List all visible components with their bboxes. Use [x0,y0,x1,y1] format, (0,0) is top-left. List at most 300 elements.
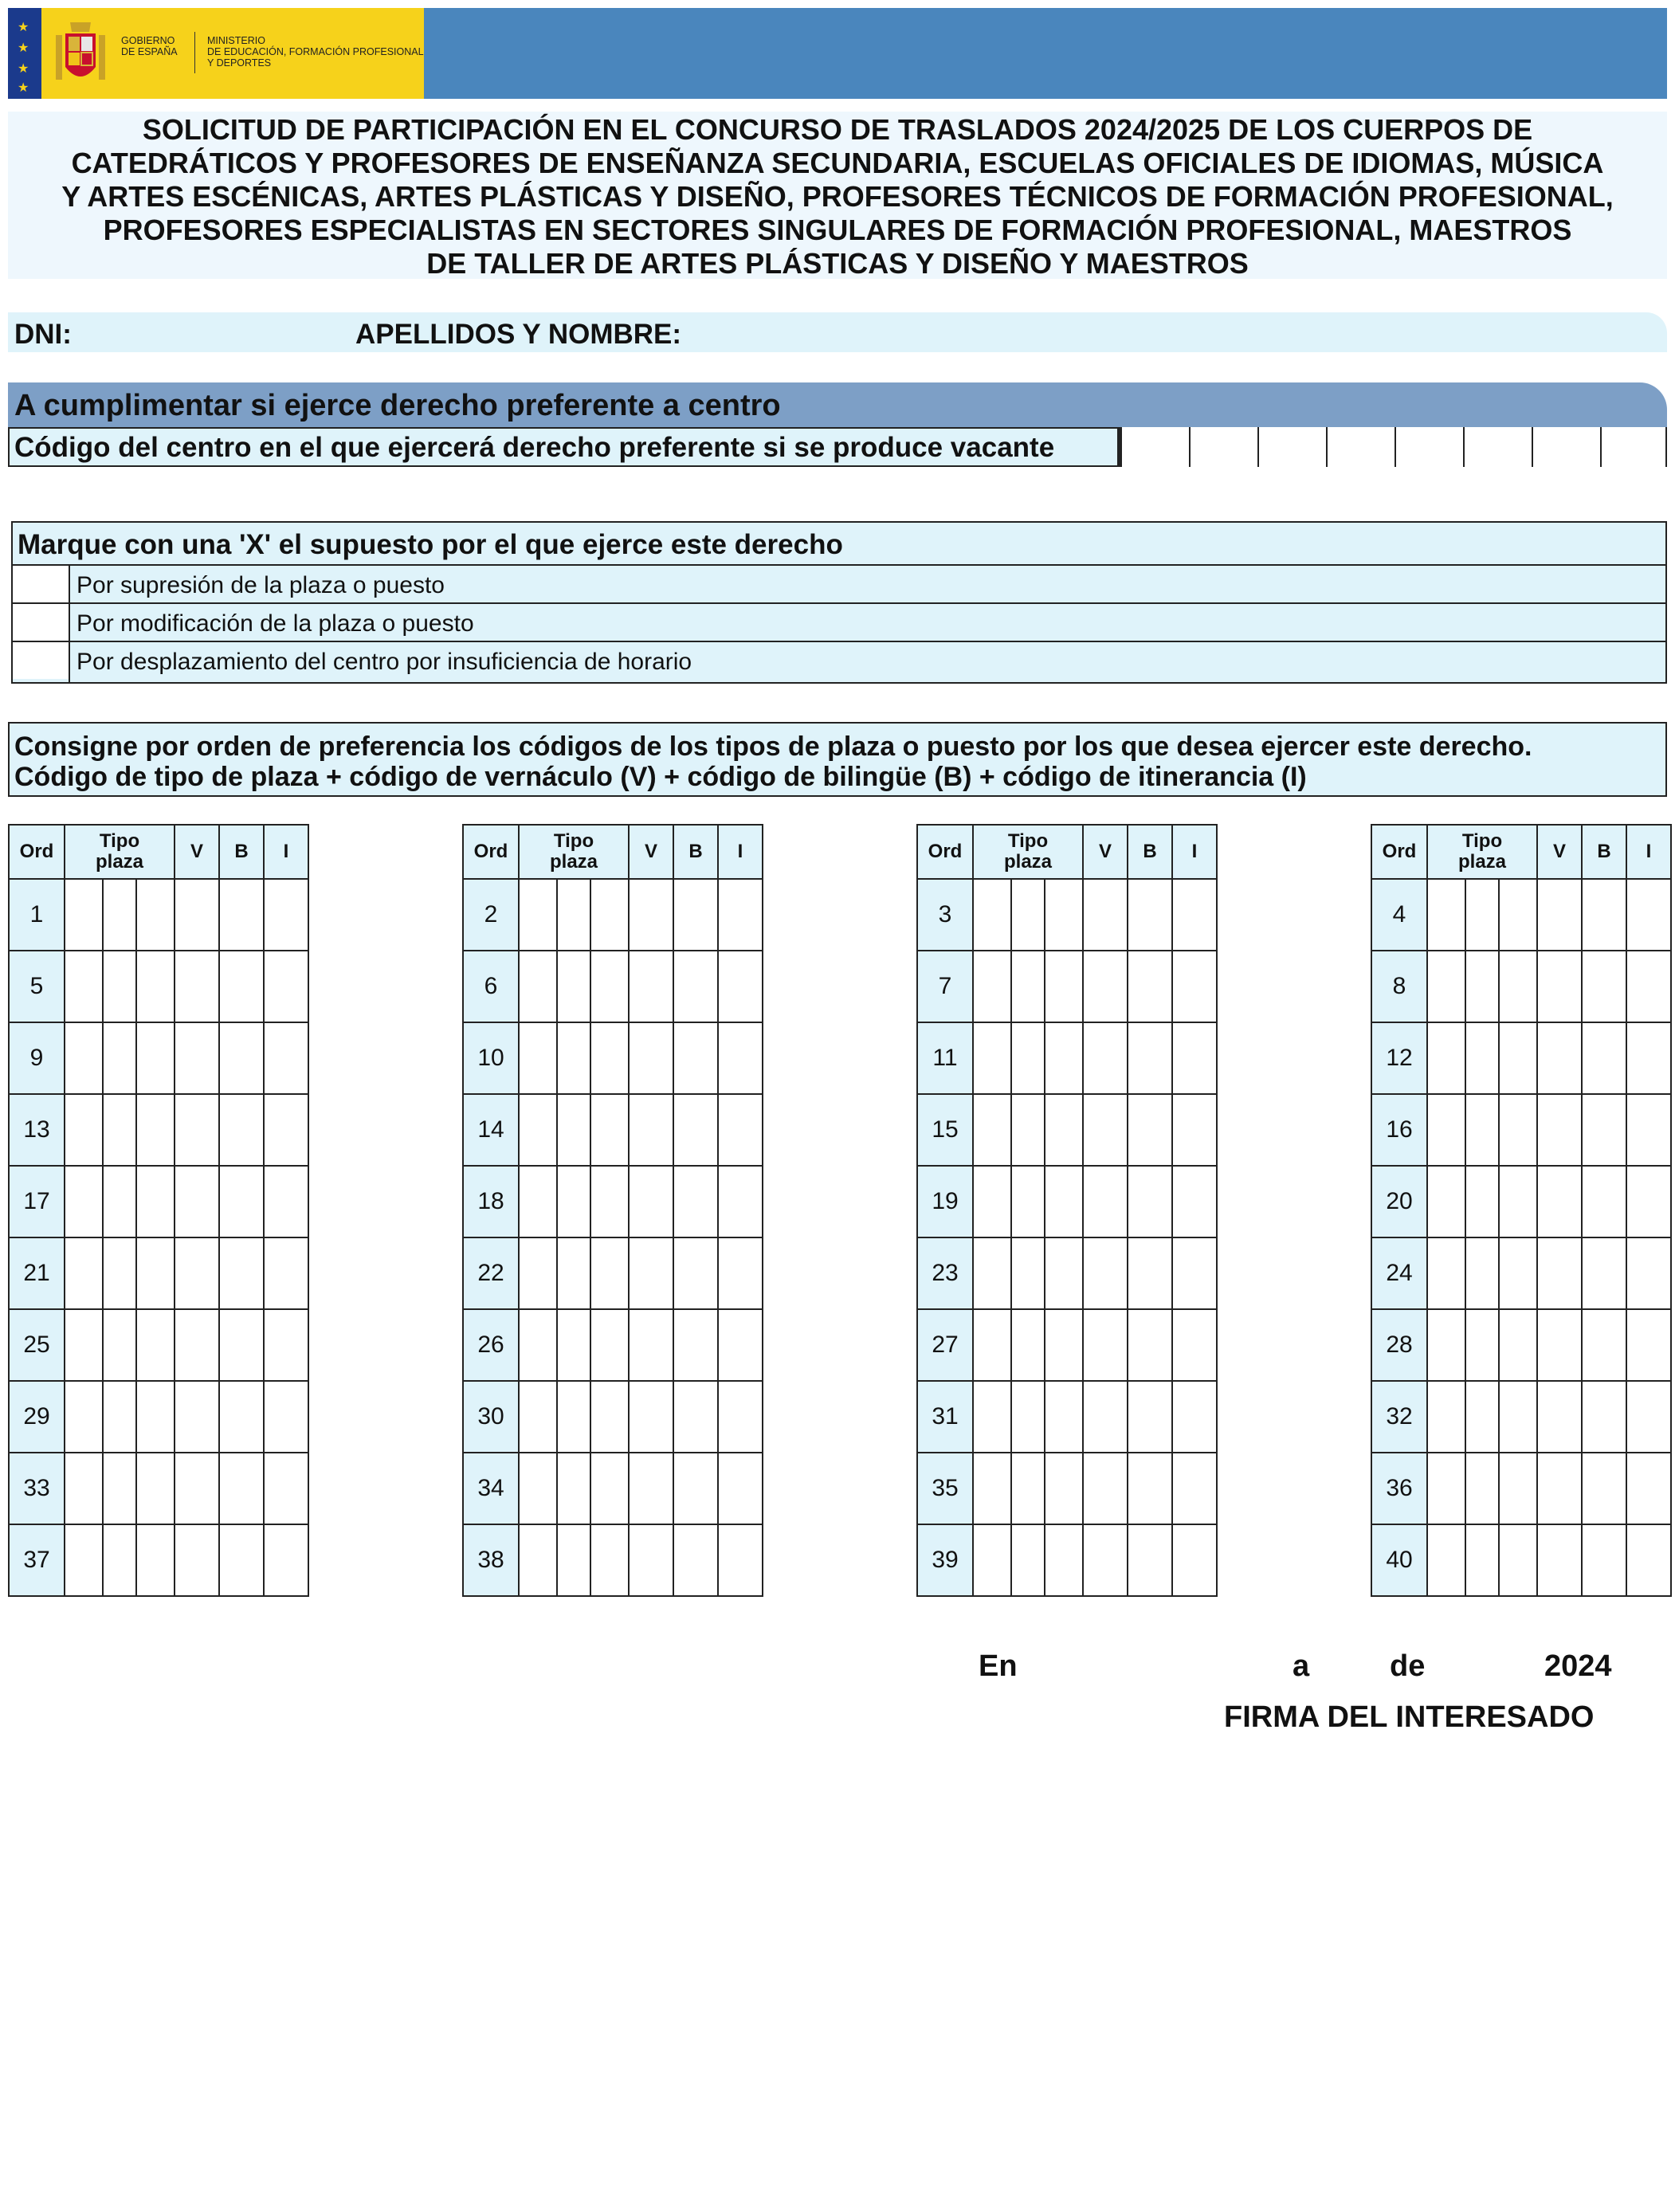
itinerancia-cell[interactable] [1626,879,1671,951]
tipo-plaza-cell[interactable] [103,1237,136,1309]
bilingue-cell[interactable] [219,1094,264,1166]
tipo-plaza-cell[interactable] [590,1022,629,1094]
tipo-plaza-cell[interactable] [1465,1453,1499,1524]
bilingue-cell[interactable] [1582,1381,1626,1453]
vernaculo-cell[interactable] [629,1453,673,1524]
tipo-plaza-cell[interactable] [557,1166,590,1237]
tipo-plaza-cell[interactable] [590,1237,629,1309]
itinerancia-cell[interactable] [1172,1309,1217,1381]
itinerancia-cell[interactable] [718,951,763,1022]
itinerancia-cell[interactable] [1626,1237,1671,1309]
order-number: 11 [917,1022,973,1094]
vernaculo-cell[interactable] [1537,1453,1582,1524]
order-number: 2 [463,879,519,951]
vernaculo-cell[interactable] [1537,1237,1582,1309]
bilingue-cell[interactable] [219,1381,264,1453]
tipo-plaza-header-text: Tipo [1007,830,1049,852]
tipo-plaza-cell[interactable] [1011,951,1045,1022]
bilingue-cell[interactable] [1582,1453,1626,1524]
bilingue-cell[interactable] [1128,1094,1172,1166]
tipo-plaza-cell[interactable] [1011,1524,1045,1596]
itinerancia-cell[interactable] [264,1524,308,1596]
bilingue-cell[interactable] [1128,1453,1172,1524]
itinerancia-cell[interactable] [1172,951,1217,1022]
itinerancia-cell[interactable] [264,951,308,1022]
table-row [917,1022,1217,1094]
itinerancia-cell[interactable] [1172,1166,1217,1237]
tipo-plaza-cell[interactable] [973,879,1011,951]
tipo-plaza-cell[interactable] [136,1524,175,1596]
tipo-plaza-cell[interactable] [1011,1237,1045,1309]
bilingue-cell[interactable] [219,1166,264,1237]
tipo-plaza-cell[interactable] [590,1524,629,1596]
tipo-plaza-cell[interactable] [1499,1453,1537,1524]
itinerancia-cell[interactable] [1172,1237,1217,1309]
bilingue-cell[interactable] [673,1022,718,1094]
tipo-plaza-cell[interactable] [1011,1381,1045,1453]
vernaculo-cell[interactable] [1083,1524,1128,1596]
tipo-plaza-cell[interactable] [557,1309,590,1381]
center-code-cell[interactable] [1257,427,1326,467]
bilingue-cell[interactable] [673,951,718,1022]
tipo-plaza-cell[interactable] [1045,1237,1083,1309]
bilingue-cell[interactable] [673,1453,718,1524]
table-row [917,1309,1217,1381]
tipo-plaza-cell[interactable] [1465,1094,1499,1166]
tipo-plaza-cell[interactable] [1011,1094,1045,1166]
vernaculo-cell[interactable] [629,1237,673,1309]
vernaculo-cell[interactable] [1083,1166,1128,1237]
i-header-text: I [1646,841,1652,862]
bilingue-cell[interactable] [1128,1022,1172,1094]
tipo-plaza-cell[interactable] [136,951,175,1022]
table-row [1371,879,1671,951]
tipo-plaza-cell[interactable] [103,879,136,951]
vernaculo-cell[interactable] [175,1453,219,1524]
bilingue-cell[interactable] [219,879,264,951]
star-icon: ★ [18,21,29,34]
bilingue-cell[interactable] [219,1309,264,1381]
itinerancia-cell[interactable] [1172,1022,1217,1094]
itinerancia-cell[interactable] [1626,1309,1671,1381]
tipo-plaza-cell[interactable] [136,1166,175,1237]
vernaculo-cell[interactable] [1083,1022,1128,1094]
bilingue-cell[interactable] [1128,1237,1172,1309]
tipo-plaza-cell[interactable] [557,1453,590,1524]
tipo-plaza-cell[interactable] [973,1094,1011,1166]
center-code-cell[interactable] [1532,427,1600,467]
table-row [1371,951,1671,1022]
tipo-plaza-cell[interactable] [136,1381,175,1453]
vernaculo-cell[interactable] [629,951,673,1022]
itinerancia-cell[interactable] [1626,951,1671,1022]
ord-header [9,825,65,879]
tipo-plaza-cell[interactable] [65,1381,103,1453]
tipo-plaza-cell[interactable] [973,1309,1011,1381]
vernaculo-cell[interactable] [175,951,219,1022]
bilingue-cell[interactable] [1128,1524,1172,1596]
itinerancia-cell[interactable] [264,879,308,951]
tipo-plaza-cell[interactable] [136,1309,175,1381]
form-title: SOLICITUD DE PARTICIPACIÓN EN EL CONCURSO DE TRASLADOS 2024/2025 DE LOS CUERPOS DE CATEDRÁTICOS Y PROFESORES DE ENSEÑANZA SECUNDARIA, ESCUELAS OFICIALES DE IDIOMAS, MÚSICA Y ARTES ESCÉNICAS, ARTES PLÁSTICAS Y DISEÑO, PROFESORES TÉCNICOS DE FORMACIÓN PROFESIONAL, PROFESORES ESPECIALISTAS EN SECTORES SINGULARES DE FORMACIÓN PROFESIONAL, MAESTROS DE TALLER DE ARTES PLÁSTICAS Y DISEÑO Y MAESTROS [61,113,1614,280]
tipo-plaza-cell[interactable] [1427,1237,1465,1309]
tipo-plaza-cell[interactable] [1427,1309,1465,1381]
coat-of-arms-icon [53,18,108,91]
tipo-plaza-cell[interactable] [557,1237,590,1309]
tipo-plaza-cell[interactable] [1011,879,1045,951]
tipo-plaza-cell[interactable] [590,951,629,1022]
itinerancia-cell[interactable] [718,1524,763,1596]
tipo-plaza-cell[interactable] [1499,1094,1537,1166]
tipo-plaza-cell[interactable] [557,1094,590,1166]
tipo-plaza-cell[interactable] [1499,879,1537,951]
order-number: 33 [9,1453,65,1524]
order-number: 9 [9,1022,65,1094]
place-field[interactable] [1028,1646,1275,1683]
tipo-plaza-cell[interactable] [1465,879,1499,951]
vernaculo-cell[interactable] [175,1237,219,1309]
tipo-plaza-cell[interactable] [136,1094,175,1166]
vernaculo-cell[interactable] [1537,1524,1582,1596]
reason-checkbox-supresion[interactable] [13,566,69,602]
tipo-plaza-cell[interactable] [1427,1022,1465,1094]
itinerancia-cell[interactable] [1172,1524,1217,1596]
tipo-plaza-cell[interactable] [65,951,103,1022]
tipo-plaza-cell[interactable] [1499,1309,1537,1381]
tipo-plaza-cell[interactable] [65,1309,103,1381]
bilingue-cell[interactable] [673,1166,718,1237]
tipo-plaza-cell[interactable] [1465,1166,1499,1237]
tipo-plaza-cell[interactable] [1499,1524,1537,1596]
vernaculo-cell[interactable] [629,1094,673,1166]
name-field[interactable] [701,316,1642,351]
bilingue-cell[interactable] [1582,1094,1626,1166]
vernaculo-cell[interactable] [175,1524,219,1596]
tipo-plaza-cell[interactable] [519,1237,557,1309]
table-row [917,879,1217,951]
tipo-plaza-cell[interactable] [1011,1022,1045,1094]
tipo-plaza-cell[interactable] [557,879,590,951]
logo-divider [194,32,195,73]
tipo-plaza-cell[interactable] [1045,1453,1083,1524]
tipo-plaza-cell[interactable] [136,1237,175,1309]
table-row [1371,1022,1671,1094]
reason-option-label: Por modificación de la plaza o puesto [76,610,474,637]
bilingue-cell[interactable] [673,1381,718,1453]
tipo-plaza-cell[interactable] [1045,1524,1083,1596]
bilingue-cell[interactable] [1582,1524,1626,1596]
itinerancia-cell[interactable] [264,1022,308,1094]
vernaculo-cell[interactable] [1083,1094,1128,1166]
tipo-plaza-cell[interactable] [65,1524,103,1596]
bilingue-cell[interactable] [219,1237,264,1309]
vernaculo-cell[interactable] [1537,1022,1582,1094]
tipo-plaza-cell[interactable] [1465,1381,1499,1453]
tipo-plaza-cell[interactable] [1011,1309,1045,1381]
tipo-plaza-cell[interactable] [590,1453,629,1524]
itinerancia-cell[interactable] [718,879,763,951]
bilingue-cell[interactable] [219,1453,264,1524]
ord-header [1371,825,1427,879]
preference-grid-2 [462,824,763,1597]
tipo-plaza-cell[interactable] [1465,1237,1499,1309]
itinerancia-cell[interactable] [264,1237,308,1309]
tipo-plaza-cell[interactable] [557,1022,590,1094]
center-code-cell[interactable] [1395,427,1463,467]
tipo-plaza-cell[interactable] [65,1022,103,1094]
tipo-plaza-cell[interactable] [973,951,1011,1022]
itinerancia-cell[interactable] [264,1094,308,1166]
itinerancia-cell[interactable] [1626,1022,1671,1094]
tipo-plaza-cell[interactable] [1427,1524,1465,1596]
tipo-plaza-cell[interactable] [103,1524,136,1596]
center-code-cell[interactable] [1600,427,1667,467]
vernaculo-cell[interactable] [1537,1166,1582,1237]
tipo-plaza-cell[interactable] [1427,1166,1465,1237]
tipo-plaza-cell[interactable] [65,1237,103,1309]
vernaculo-cell[interactable] [1083,1453,1128,1524]
tipo-plaza-cell[interactable] [557,1524,590,1596]
itinerancia-cell[interactable] [264,1309,308,1381]
tipo-plaza-cell[interactable] [519,1166,557,1237]
tipo-plaza-cell[interactable] [1045,1166,1083,1237]
vernaculo-cell[interactable] [629,1381,673,1453]
bilingue-cell[interactable] [1582,1309,1626,1381]
tipo-plaza-cell[interactable] [973,1524,1011,1596]
bilingue-cell[interactable] [219,951,264,1022]
vernaculo-cell[interactable] [629,1309,673,1381]
itinerancia-cell[interactable] [718,1022,763,1094]
tipo-plaza-cell[interactable] [65,1094,103,1166]
order-number: 21 [9,1237,65,1309]
dni-field[interactable] [80,316,343,351]
center-code-cell[interactable] [1463,427,1532,467]
tipo-plaza-cell[interactable] [519,1453,557,1524]
tipo-plaza-cell[interactable] [973,1166,1011,1237]
vernaculo-cell[interactable] [629,1524,673,1596]
tipo-plaza-cell[interactable] [65,879,103,951]
vernaculo-cell[interactable] [1083,1381,1128,1453]
tipo-plaza-cell[interactable] [590,879,629,951]
itinerancia-cell[interactable] [1626,1453,1671,1524]
tipo-plaza-cell[interactable] [519,951,557,1022]
tipo-plaza-cell[interactable] [1427,1094,1465,1166]
ministry-name: MINISTERIO DE EDUCACIÓN, FORMACIÓN PROFESIONAL Y DEPORTES [207,35,424,69]
bilingue-cell[interactable] [1582,1022,1626,1094]
vernaculo-cell[interactable] [175,1022,219,1094]
center-code-cell[interactable] [1326,427,1395,467]
order-number: 16 [1371,1094,1427,1166]
bilingue-cell[interactable] [673,1309,718,1381]
tipo-plaza-cell[interactable] [1011,1453,1045,1524]
center-code-cell[interactable] [1189,427,1257,467]
itinerancia-cell[interactable] [1626,1166,1671,1237]
table-row [9,1094,308,1166]
tipo-plaza-cell[interactable] [590,1309,629,1381]
vernaculo-cell[interactable] [1537,1094,1582,1166]
tipo-plaza-cell[interactable] [1045,879,1083,951]
itinerancia-cell[interactable] [718,1309,763,1381]
bilingue-cell[interactable] [1128,1309,1172,1381]
tipo-plaza-cell[interactable] [519,879,557,951]
tipo-plaza-cell[interactable] [973,1453,1011,1524]
tipo-plaza-cell[interactable] [1045,1381,1083,1453]
tipo-plaza-cell[interactable] [557,1381,590,1453]
tipo-plaza-cell[interactable] [1465,1524,1499,1596]
table-row [1371,1524,1671,1596]
v-header [1083,825,1128,879]
bilingue-cell[interactable] [673,1094,718,1166]
tipo-plaza-cell[interactable] [1427,1453,1465,1524]
vernaculo-cell[interactable] [1083,951,1128,1022]
tipo-plaza-cell[interactable] [103,1094,136,1166]
vernaculo-cell[interactable] [1083,1309,1128,1381]
code-format-instructions: Código de tipo de plaza + código de vernáculo (V) + código de bilingüe (B) + código de itinerancia (I) [14,762,1307,792]
itinerancia-cell[interactable] [1626,1524,1671,1596]
itinerancia-cell[interactable] [1172,1381,1217,1453]
reason-option-label: Por supresión de la plaza o puesto [76,572,445,598]
table-row [1371,1237,1671,1309]
vernaculo-cell[interactable] [629,1022,673,1094]
bilingue-cell[interactable] [1128,951,1172,1022]
tipo-plaza-cell[interactable] [557,951,590,1022]
itinerancia-cell[interactable] [264,1166,308,1237]
tipo-plaza-cell[interactable] [590,1166,629,1237]
center-code-cell[interactable] [1120,427,1189,467]
tipo-plaza-cell[interactable] [136,1022,175,1094]
bilingue-cell[interactable] [1128,1381,1172,1453]
tipo-plaza-cell[interactable] [519,1309,557,1381]
itinerancia-cell[interactable] [718,1381,763,1453]
tipo-plaza-cell[interactable] [519,1094,557,1166]
tipo-plaza-cell[interactable] [1427,1381,1465,1453]
bilingue-cell[interactable] [1582,951,1626,1022]
vernaculo-cell[interactable] [1537,1381,1582,1453]
vernaculo-cell[interactable] [175,1309,219,1381]
tipo-plaza-cell[interactable] [103,1022,136,1094]
preference-grid-1 [8,824,309,1597]
reason-checkbox-modificacion[interactable] [13,604,69,641]
tipo-plaza-cell[interactable] [1499,1381,1537,1453]
bilingue-cell[interactable] [673,879,718,951]
v-header-text: V [190,841,204,862]
vernaculo-cell[interactable] [175,1381,219,1453]
vernaculo-cell[interactable] [175,1166,219,1237]
vernaculo-cell[interactable] [175,1094,219,1166]
tipo-plaza-cell[interactable] [1499,1237,1537,1309]
vernaculo-cell[interactable] [629,1166,673,1237]
table-row [463,1453,763,1524]
itinerancia-cell[interactable] [1626,1094,1671,1166]
tipo-plaza-cell[interactable] [1427,879,1465,951]
bilingue-cell[interactable] [1582,1166,1626,1237]
vernaculo-cell[interactable] [629,879,673,951]
itinerancia-cell[interactable] [1626,1381,1671,1453]
itinerancia-cell[interactable] [264,1453,308,1524]
tipo-plaza-cell[interactable] [973,1381,1011,1453]
table-row [463,1166,763,1237]
vernaculo-cell[interactable] [1083,1237,1128,1309]
v-header-text: V [645,841,658,862]
tipo-plaza-cell[interactable] [103,1453,136,1524]
itinerancia-cell[interactable] [718,1094,763,1166]
itinerancia-cell[interactable] [1172,879,1217,951]
tipo-plaza-cell[interactable] [973,1022,1011,1094]
tipo-plaza-cell[interactable] [65,1453,103,1524]
vernaculo-cell[interactable] [1537,951,1582,1022]
preference-instructions: Consigne por orden de preferencia los códigos de los tipos de plaza o puesto por los que desea ejercer este derecho. [14,731,1532,762]
tipo-plaza-cell[interactable] [1465,951,1499,1022]
tipo-plaza-cell[interactable] [519,1381,557,1453]
bilingue-cell[interactable] [1582,1237,1626,1309]
order-number: 26 [463,1309,519,1381]
tipo-plaza-cell[interactable] [590,1094,629,1166]
reason-checkbox-desplazamiento[interactable] [13,642,69,679]
itinerancia-cell[interactable] [1172,1094,1217,1166]
tipo-plaza-cell[interactable] [103,1309,136,1381]
order-number: 19 [917,1166,973,1237]
tipo-plaza-cell[interactable] [103,1381,136,1453]
tipo-plaza-cell[interactable] [973,1237,1011,1309]
itinerancia-cell[interactable] [264,1381,308,1453]
vernaculo-cell[interactable] [175,879,219,951]
i-header-text: I [1191,841,1198,862]
tipo-plaza-cell[interactable] [1499,1022,1537,1094]
itinerancia-cell[interactable] [718,1453,763,1524]
tipo-plaza-cell[interactable] [1465,1022,1499,1094]
bilingue-cell[interactable] [673,1524,718,1596]
table-row [9,1309,308,1381]
bilingue-cell[interactable] [219,1022,264,1094]
bilingue-cell[interactable] [219,1524,264,1596]
ord-header-text: Ord [19,841,54,862]
itinerancia-cell[interactable] [1172,1453,1217,1524]
tipo-plaza-cell[interactable] [1011,1166,1045,1237]
bilingue-cell[interactable] [1128,879,1172,951]
vernaculo-cell[interactable] [1537,1309,1582,1381]
itinerancia-cell[interactable] [718,1166,763,1237]
tipo-plaza-cell[interactable] [1427,951,1465,1022]
bilingue-cell[interactable] [1128,1166,1172,1237]
tipo-plaza-cell[interactable] [519,1524,557,1596]
vernaculo-cell[interactable] [1083,879,1128,951]
eu-flag-strip [8,8,41,99]
tipo-plaza-cell[interactable] [103,951,136,1022]
b-header-text: B [688,841,703,862]
bilingue-cell[interactable] [1582,879,1626,951]
bilingue-cell[interactable] [673,1237,718,1309]
b-header [1582,825,1626,879]
table-row [917,951,1217,1022]
tipo-plaza-cell[interactable] [1045,1022,1083,1094]
tipo-plaza-cell[interactable] [103,1166,136,1237]
tipo-plaza-cell[interactable] [519,1022,557,1094]
tipo-plaza-cell[interactable] [1499,951,1537,1022]
tipo-plaza-cell[interactable] [1465,1309,1499,1381]
tipo-plaza-cell[interactable] [65,1166,103,1237]
tipo-plaza-cell[interactable] [1045,1309,1083,1381]
tipo-plaza-cell[interactable] [590,1381,629,1453]
table-row [463,1094,763,1166]
tipo-plaza-cell[interactable] [136,879,175,951]
tipo-plaza-cell[interactable] [1045,1094,1083,1166]
itinerancia-cell[interactable] [718,1237,763,1309]
table-row [463,1309,763,1381]
vernaculo-cell[interactable] [1537,879,1582,951]
tipo-plaza-cell[interactable] [1499,1166,1537,1237]
tipo-plaza-cell[interactable] [136,1453,175,1524]
tipo-plaza-cell[interactable] [1045,951,1083,1022]
